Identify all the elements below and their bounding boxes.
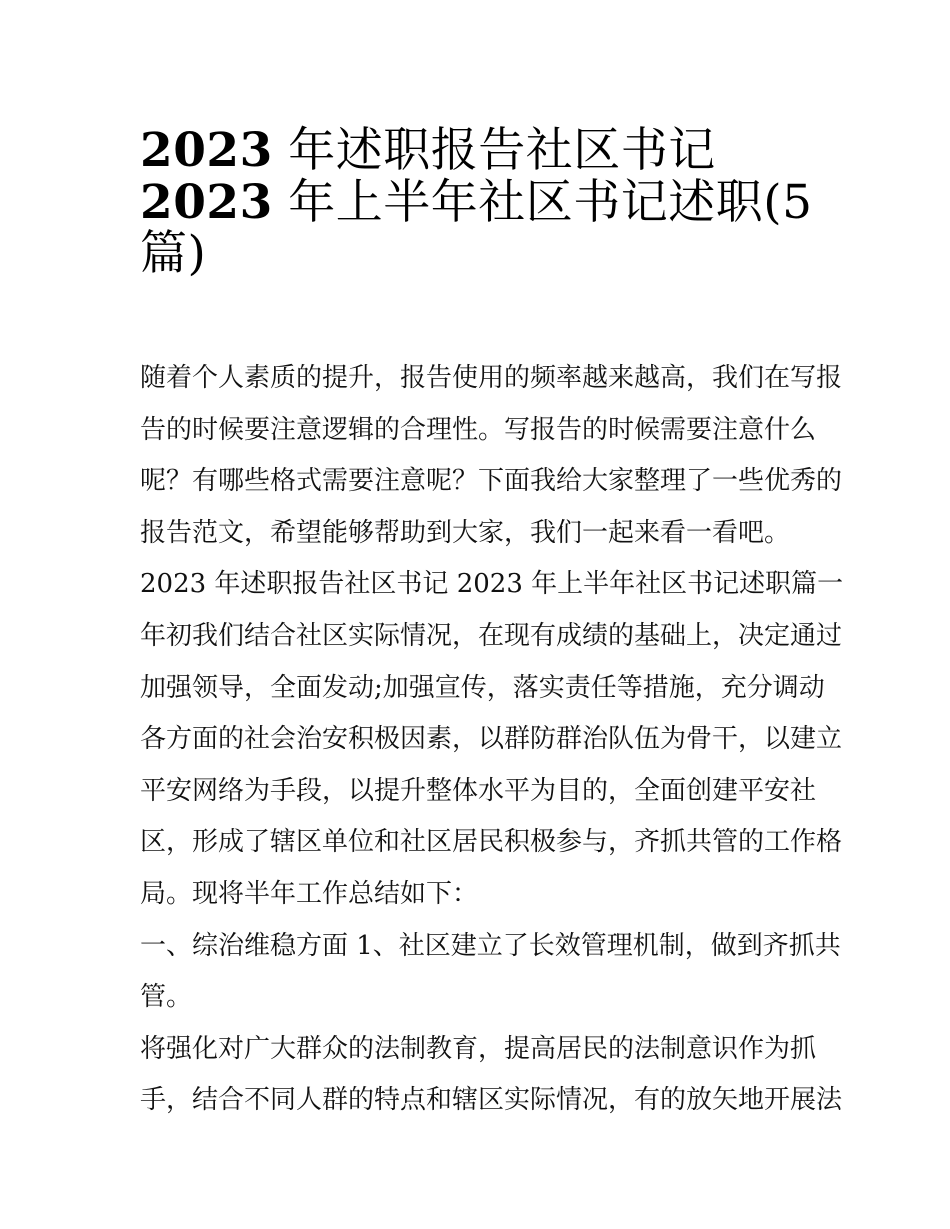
body-line: 报告范文，希望能够帮助到大家，我们一起来看一看吧。: [140, 517, 791, 548]
body-line: 手，结合不同人群的特点和辖区实际情况，有的放矢地开展法: [140, 1085, 843, 1116]
body-line: 加强领导，全面发动;加强宣传，落实责任等措施，充分调动: [140, 672, 825, 703]
title-line: 2023 年述职报告社区书记: [140, 123, 716, 178]
body-line: 局。现将半年工作总结如下：: [140, 878, 479, 909]
document-body: [140, 353, 844, 1127]
document-title: [140, 112, 820, 282]
section-heading-line: 2023 年述职报告社区书记 2023 年上半年社区书记述职篇一: [140, 569, 844, 600]
body-line: 一、综治维稳方面 1、社区建立了长效管理机制，做到齐抓共: [140, 930, 841, 961]
body-line: 管。: [140, 982, 193, 1013]
body-line: 区，形成了辖区单位和社区居民积极参与，齐抓共管的工作格: [140, 827, 843, 858]
body-line: 各方面的社会治安积极因素，以群防群治队伍为骨干，以建立: [140, 724, 843, 755]
title-line: 篇): [140, 226, 207, 282]
body-line: 随着个人素质的提升，报告使用的频率越来越高，我们在写报: [140, 363, 843, 393]
body-line: 告的时候要注意逻辑的合理性。写报告的时候需要注意什么: [140, 414, 817, 445]
body-line: 将强化对广大群众的法制教育，提高居民的法制意识作为抓: [140, 1033, 817, 1064]
body-line: 呢？有哪些格式需要注意呢？下面我给大家整理了一些优秀的: [140, 466, 843, 497]
body-line: 平安网络为手段，以提升整体水平为目的，全面创建平安社: [140, 775, 817, 806]
body-line: 年初我们结合社区实际情况，在现有成绩的基础上，决定通过: [140, 620, 843, 651]
title-line: 2023 年上半年社区书记述职(5: [140, 174, 813, 230]
